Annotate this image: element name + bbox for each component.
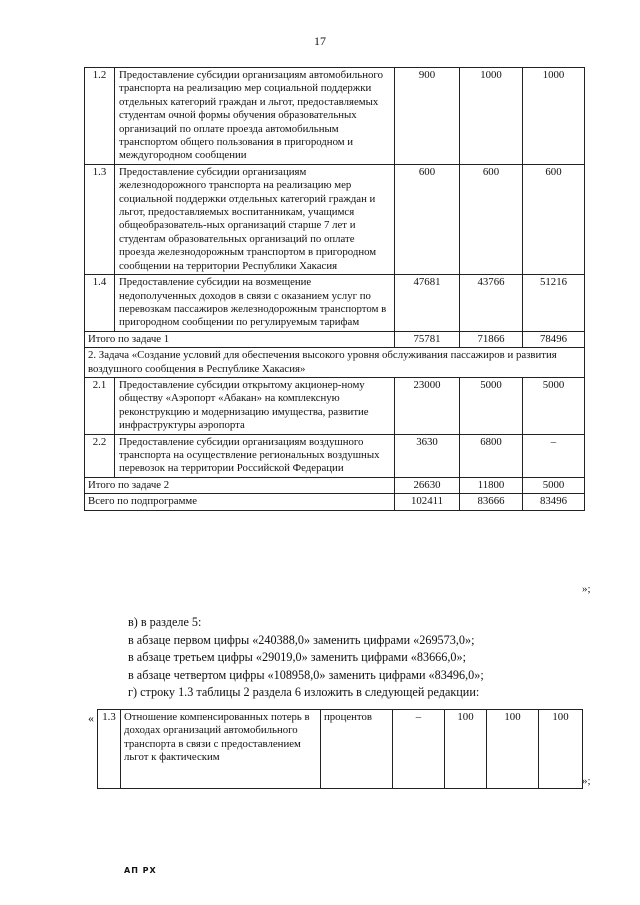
table-row (85, 164, 585, 274)
table-row (98, 710, 583, 789)
value-cell: – (393, 710, 445, 789)
value-cell: 3630 (395, 434, 460, 477)
page-number: 17 (314, 34, 326, 48)
row-number: 1.4 (85, 275, 115, 332)
row-description: Предоставление субсидии открытому акционер-ному обществу «Аэропорт «Абакан» на комплексную реконструкцию и модернизацию имущества, развитие инфраструктуры аэропорта (115, 377, 395, 434)
table-row (85, 377, 585, 434)
row-number: 1.3 (85, 164, 115, 274)
value-cell: 100 (539, 710, 583, 789)
paragraph-line: г) строку 1.3 таблицы 2 раздела 6 изложить в следующей редакции: (128, 685, 480, 700)
paragraph-line: в абзаце первом цифры «240388,0» заменить цифрами «269573,0»; (128, 632, 475, 647)
value-cell: 100 (487, 710, 539, 789)
table-row (85, 434, 585, 477)
value-cell: 5000 (460, 377, 523, 434)
paragraph-line: в) в разделе 5: (128, 615, 202, 629)
value-cell: 600 (395, 164, 460, 274)
table-row (85, 331, 585, 347)
value-cell: 1000 (523, 68, 585, 165)
footer-mark: АП РХ (124, 866, 157, 875)
total-label: Всего по подпрограмме (85, 494, 395, 510)
value-cell: 47681 (395, 275, 460, 332)
paragraph-line: в абзаце третьем цифры «29019,0» заменить цифрами «83666,0»; (128, 650, 466, 665)
row-number: 1.2 (85, 68, 115, 165)
total-label: Итого по задаче 2 (85, 477, 395, 493)
row-description: Предоставление субсидии организациям автомобильного транспорта на реализацию мер социальной поддержки отдельных категорий граждан и льгот, предоставляемых студентам очной формы обучения образовательных организаций по оплате проезда автомобильным транспортом общего пользования в пригородном и междугородном сообщении (115, 68, 395, 165)
value-cell: 26630 (395, 477, 460, 493)
section-heading: 2. Задача «Создание условий для обеспечения высокого уровня обслуживания пассажиров и развития воздушного сообщения в Республике Хакасия» (85, 348, 585, 378)
table-row (85, 275, 585, 332)
row-number: 2.2 (85, 434, 115, 477)
value-cell: 600 (460, 164, 523, 274)
row-description: Предоставление субсидии на возмещение недополученных доходов в связи с оказанием услуг по перевозкам пассажиров железнодорожным транспортом в пригородном сообщении по регулируемым тарифам (115, 275, 395, 332)
value-cell: 43766 (460, 275, 523, 332)
table-row (85, 68, 585, 165)
value-cell: 83496 (523, 494, 585, 510)
row-description: Предоставление субсидии организациям железнодорожного транспорта на реализацию мер социальной поддержки отдельных категорий граждан и льгот, предоставляемых воспитанникам, учащимся общеобразователь-ных организаций старше 7 лет и студентам образовательных организаций по оплате проезда железнодорожным транспортом в пригородном сообщении на территории Республики Хакасия (115, 164, 395, 274)
value-cell: 900 (395, 68, 460, 165)
opening-quote-mark: « (88, 711, 94, 725)
value-cell: 5000 (523, 377, 585, 434)
subsidy-table (84, 67, 585, 511)
value-cell: – (523, 434, 585, 477)
closing-quote-mark: »; (582, 775, 591, 787)
total-label: Итого по задаче 1 (85, 331, 395, 347)
value-cell: 78496 (523, 331, 585, 347)
closing-quote-mark: »; (582, 583, 591, 595)
value-cell: 102411 (395, 494, 460, 510)
value-cell: 51216 (523, 275, 585, 332)
table-row (85, 494, 585, 510)
value-cell: 1000 (460, 68, 523, 165)
value-cell: 83666 (460, 494, 523, 510)
indicator-table (97, 709, 583, 789)
row-description: Отношение компенсированных потерь в доходах организаций автомобильного транспорта в связи с предоставлением льгот к фактическим (121, 710, 321, 789)
row-description: Предоставление субсидии организациям воздушного транспорта на осуществление региональных воздушных перевозок на территории Российской Федерации (115, 434, 395, 477)
row-number: 1.3 (98, 710, 121, 789)
table-row (85, 348, 585, 378)
table-row (85, 477, 585, 493)
value-cell: 5000 (523, 477, 585, 493)
value-cell: 11800 (460, 477, 523, 493)
value-cell: 75781 (395, 331, 460, 347)
value-cell: 6800 (460, 434, 523, 477)
value-cell: 23000 (395, 377, 460, 434)
amendment-paragraph (128, 614, 598, 702)
value-cell: 100 (445, 710, 487, 789)
paragraph-line: в абзаце четвертом цифры «108958,0» заменить цифрами «83496,0»; (128, 667, 484, 682)
value-cell: 71866 (460, 331, 523, 347)
row-number: 2.1 (85, 377, 115, 434)
unit-cell: процентов (321, 710, 393, 789)
value-cell: 600 (523, 164, 585, 274)
